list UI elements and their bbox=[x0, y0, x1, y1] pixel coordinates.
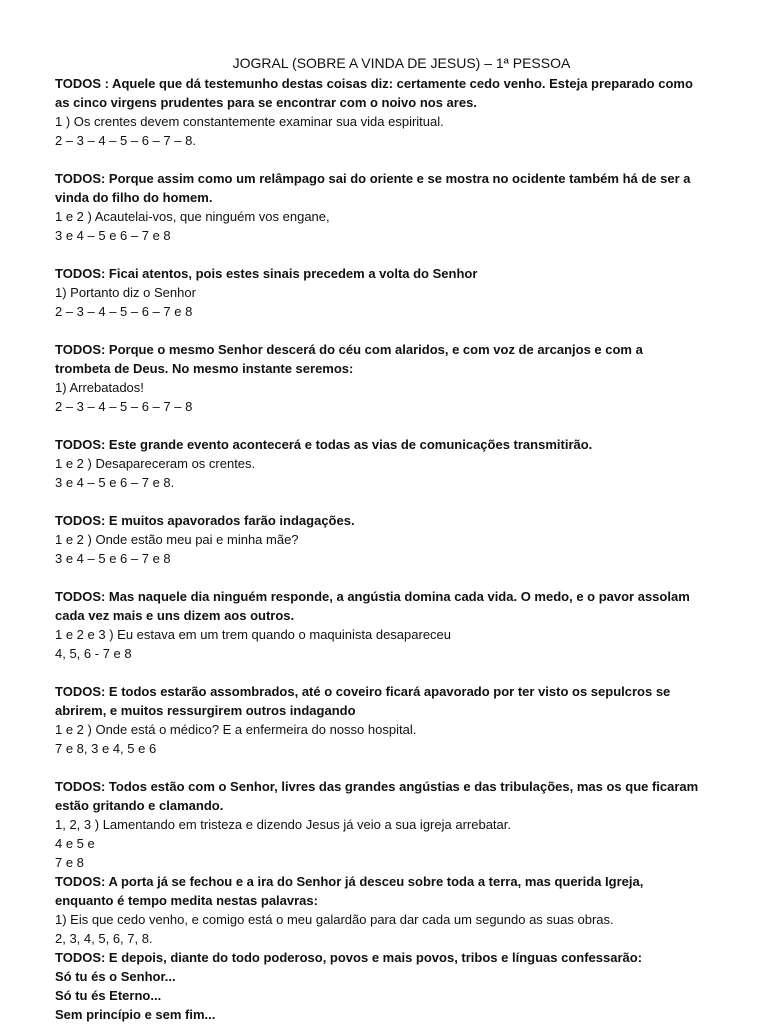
todos-line: TODOS: Porque assim como um relâmpago sai do oriente e se mostra no ocidente também há de ser a bbox=[55, 171, 691, 186]
response-line: 4 e 5 e bbox=[55, 836, 95, 851]
blank-line bbox=[55, 492, 728, 511]
response-line: 3 e 4 – 5 e 6 – 7 e 8 bbox=[55, 551, 171, 566]
verse-block bbox=[55, 340, 728, 416]
response-line: 2 – 3 – 4 – 5 – 6 – 7 – 8 bbox=[55, 399, 193, 414]
todos-line-cont: cada vez mais e uns dizem aos outros. bbox=[55, 608, 295, 623]
response-line: 7 e 8 bbox=[55, 855, 84, 870]
confession-line: Só tu és Eterno... bbox=[55, 988, 162, 1003]
response-line: 1 e 2 ) Acautelai-vos, que ninguém vos engane, bbox=[55, 209, 330, 224]
document-title: JOGRAL (SOBRE A VINDA DE JESUS) – 1ª PESSOA bbox=[232, 55, 571, 71]
response-line: 3 e 4 – 5 e 6 – 7 e 8 bbox=[55, 228, 171, 243]
todos-line-cont: estão gritando e clamando. bbox=[55, 798, 224, 813]
verse-block bbox=[55, 74, 728, 150]
todos-line-cont: trombeta de Deus. No mesmo instante seremos: bbox=[55, 361, 354, 376]
todos-line: TODOS: Mas naquele dia ninguém responde, a angústia domina cada vida. O medo, e o pavor assolam bbox=[55, 589, 690, 604]
blank-line bbox=[55, 416, 728, 435]
todos-line-cont: as cinco virgens prudentes para se encontrar com o noivo nos ares. bbox=[55, 95, 477, 110]
todos-line: TODOS: E muitos apavorados farão indagações. bbox=[55, 513, 355, 528]
todos-line: TODOS: Todos estão com o Senhor, livres das grandes angústias e das tribulações, mas os que ficaram bbox=[55, 779, 699, 794]
response-line: 1 e 2 ) Onde está o médico? E a enfermeira do nosso hospital. bbox=[55, 722, 417, 737]
response-line: 2, 3, 4, 5, 6, 7, 8. bbox=[55, 931, 153, 946]
todos-line: TODOS: A porta já se fechou e a ira do Senhor já desceu sobre toda a terra, mas querida Igreja, bbox=[55, 874, 644, 889]
todos-line: TODOS : Aquele que dá testemunho destas coisas diz: certamente cedo venho. Esteja preparado como bbox=[55, 76, 693, 91]
response-line: 1) Portanto diz o Senhor bbox=[55, 285, 196, 300]
verse-block bbox=[55, 169, 728, 245]
todos-line: TODOS: Ficai atentos, pois estes sinais precedem a volta do Senhor bbox=[55, 266, 478, 281]
blank-line bbox=[55, 568, 728, 587]
response-line: 1, 2, 3 ) Lamentando em tristeza e dizendo Jesus já veio a sua igreja arrebatar. bbox=[55, 817, 511, 832]
verse-block bbox=[55, 682, 728, 758]
todos-line-cont: abrirem, e muitos ressurgirem outros indagando bbox=[55, 703, 356, 718]
verse-block bbox=[55, 435, 728, 492]
response-line: 1 e 2 ) Onde estão meu pai e minha mãe? bbox=[55, 532, 299, 547]
todos-line: TODOS: Este grande evento acontecerá e todas as vias de comunicações transmitirão. bbox=[55, 437, 593, 452]
response-line: 1 ) Os crentes devem constantemente examinar sua vida espiritual. bbox=[55, 114, 444, 129]
verse-block bbox=[55, 587, 728, 663]
response-line: 1 e 2 e 3 ) Eu estava em um trem quando o maquinista desapareceu bbox=[55, 627, 452, 642]
response-line: 2 – 3 – 4 – 5 – 6 – 7 – 8. bbox=[55, 133, 196, 148]
response-line: 7 e 8, 3 e 4, 5 e 6 bbox=[55, 741, 157, 756]
blank-line bbox=[55, 663, 728, 682]
response-line: 1 e 2 ) Desapareceram os crentes. bbox=[55, 456, 256, 471]
closing-section bbox=[55, 872, 728, 1024]
blank-line bbox=[55, 150, 728, 169]
verse-block bbox=[55, 777, 728, 872]
todos-line-cont: vinda do filho do homem. bbox=[55, 190, 213, 205]
response-line: 1) Eis que cedo venho, e comigo está o meu galardão para dar cada um segundo as suas obras. bbox=[55, 912, 614, 927]
todos-line-cont: enquanto é tempo medita nestas palavras: bbox=[55, 893, 318, 908]
confession-line: Só tu és o Senhor... bbox=[55, 969, 176, 984]
response-line: 1) Arrebatados! bbox=[55, 380, 144, 395]
todos-line: TODOS: Porque o mesmo Senhor descerá do céu com alaridos, e com voz de arcanjos e com a bbox=[55, 342, 643, 357]
response-line: 3 e 4 – 5 e 6 – 7 e 8. bbox=[55, 475, 175, 490]
verse-block bbox=[55, 511, 728, 568]
blank-line bbox=[55, 321, 728, 340]
blank-line bbox=[55, 758, 728, 777]
response-line: 2 – 3 – 4 – 5 – 6 – 7 e 8 bbox=[55, 304, 193, 319]
blank-line bbox=[55, 245, 728, 264]
verse-block bbox=[55, 264, 728, 321]
todos-line: TODOS: E todos estarão assombrados, até o coveiro ficará apavorado por ter visto os sepulcros se bbox=[55, 684, 671, 699]
response-line: 4, 5, 6 - 7 e 8 bbox=[55, 646, 132, 661]
todos-line: TODOS: E depois, diante do todo poderoso, povos e mais povos, tribos e línguas confessarão: bbox=[55, 950, 643, 965]
verse-blocks bbox=[55, 74, 728, 872]
confession-line: Sem princípio e sem fim... bbox=[55, 1007, 216, 1022]
